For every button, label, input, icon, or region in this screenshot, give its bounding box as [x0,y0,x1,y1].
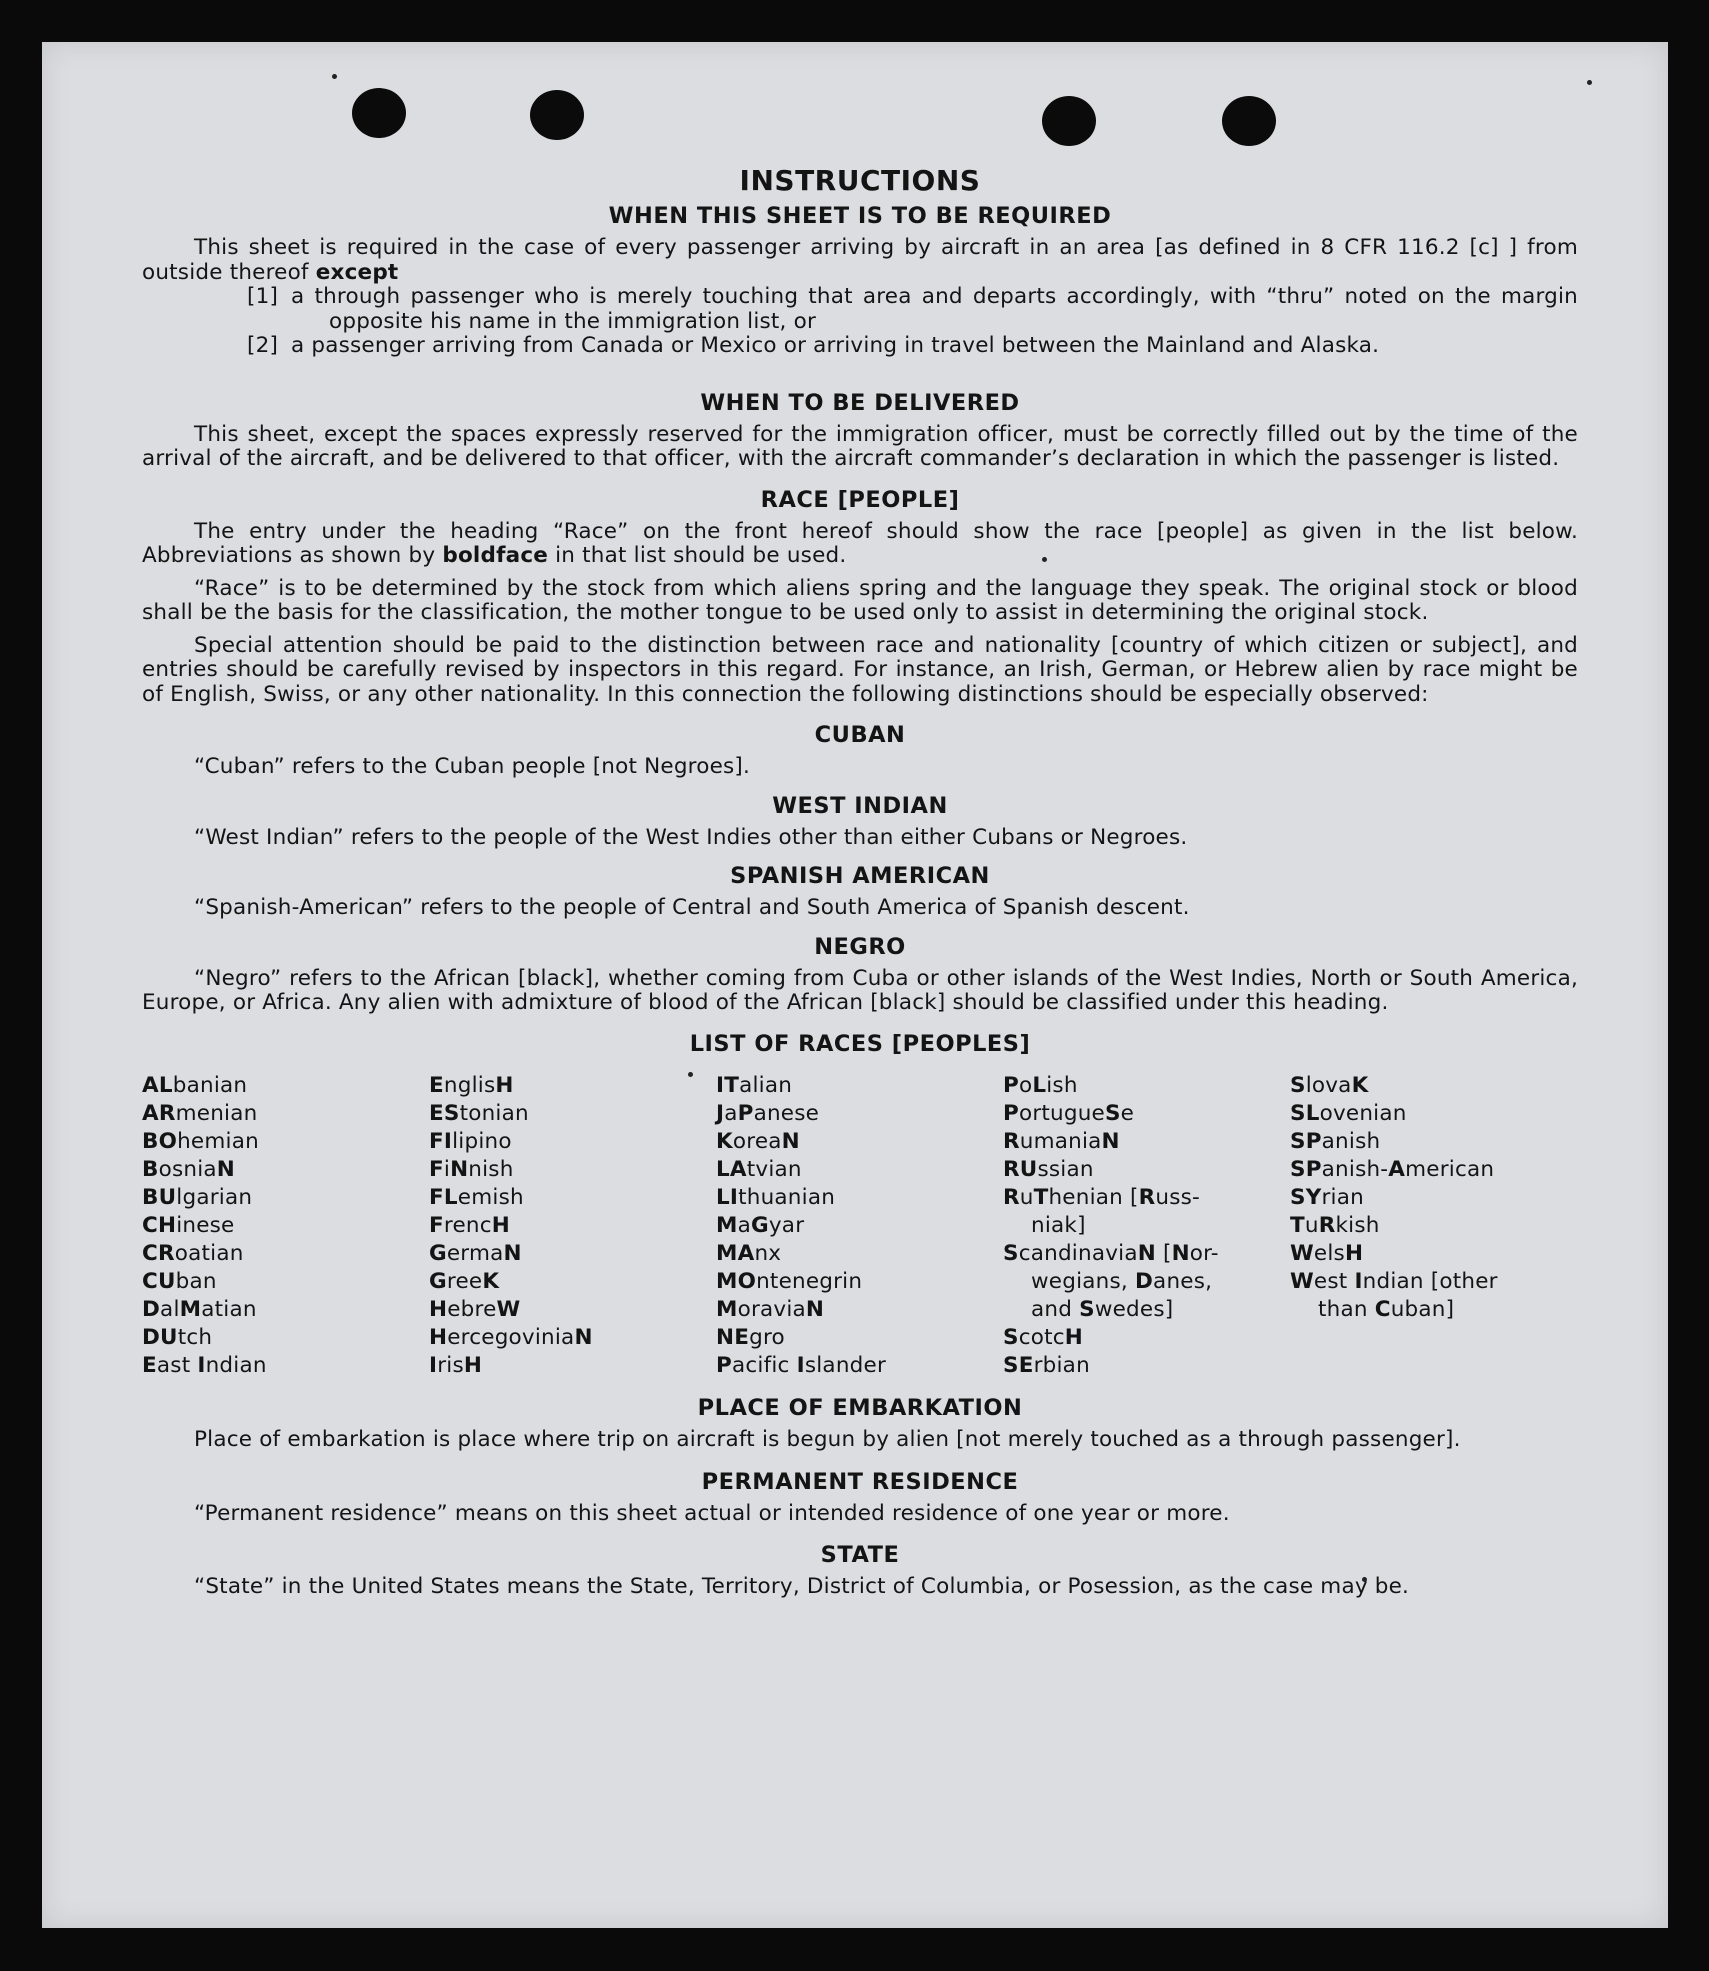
race-entry-continued: wegians, Danes, [1031,1268,1213,1294]
section-heading-spanish-american: SPANISH AMERICAN [730,863,990,889]
race-entry: SErbian [1003,1352,1090,1378]
race-paragraph: “Race” is to be determined by the stock from which aliens spring and the language they speak. The original stock or blood shall be the basis for the classification, the mother tongue to be used only to assist in determining the original stock. [142,575,1578,625]
races-column [142,1072,429,1380]
race-entry: SPanish-American [1290,1156,1495,1182]
race-entry: GermaN [429,1240,522,1266]
race-entry: HercegoviniaN [429,1324,593,1350]
race-entry: ITalian [716,1072,793,1098]
race-entry: FrencH [429,1212,510,1238]
section-heading-negro: NEGRO [814,933,906,960]
races-column [716,1072,1003,1380]
race-entry: FLemish [429,1184,524,1210]
section-heading-delivered: WHEN TO BE DELIVERED [700,389,1020,416]
race-entry: ARmenian [142,1100,258,1126]
race-entry: RumaniaN [1003,1128,1120,1154]
race-entry: LIthuanian [716,1184,836,1210]
required-item [142,285,1578,334]
section-heading-state: STATE [820,1541,900,1568]
delivered-text: This sheet, except the spaces expressly reserved for the immigration officer, must be correctly filled out by the time of the arrival of the aircraft, and be delivered to that officer, with the aircraft commander’s declaration in which the passenger is listed. [142,421,1578,471]
required-item [142,334,1578,359]
west-indian-text: “West Indian” refers to the people of the West Indies other than either Cubans or Negroes. [194,824,1188,850]
item-number: [1] [247,284,279,309]
required-intro: This sheet is required in the case of every passenger arriving by aircraft in an area [as defined in 8 CFR 116.2 [c] ] from outside thereof except [142,235,1578,285]
race-entry: ScandinaviaN [Nor- [1003,1240,1219,1266]
race-entry: DUtch [142,1324,213,1350]
race-entry: FIlipino [429,1128,512,1154]
race-entry: KoreaN [716,1128,800,1154]
race-entry: ALbanian [142,1072,248,1098]
race-entry: CUban [142,1268,217,1294]
except-word: except [315,259,399,285]
spanish-american-text: “Spanish-American” refers to the people of Central and South America of Spanish descent. [194,895,1190,920]
embarkation-text: Place of embarkation is place where trip on aircraft is begun by alien [not merely touched as a through passenger]. [194,1426,1461,1452]
race-entry: MOntenegrin [716,1268,863,1294]
race-entry: HebreW [429,1296,521,1322]
race-entry: EnglisH [429,1072,514,1098]
race-entry: GreeK [429,1268,500,1294]
item-number: [2] [247,333,279,358]
speck [332,74,337,79]
race-entry: BosniaN [142,1156,235,1182]
race-entry: MAnx [716,1240,782,1266]
race-entry: FiNnish [429,1156,514,1182]
race-entry: East Indian [142,1352,267,1378]
race-entry: Pacific Islander [716,1352,886,1378]
page-title: INSTRUCTIONS [739,164,981,197]
item-text: a passenger arriving from Canada or Mexico or arriving in travel between the Mainland and Alaska. [291,333,1380,358]
section-heading-embarkation: PLACE OF EMBARKATION [697,1394,1023,1421]
races-column [1290,1072,1577,1380]
race-entry: NEgro [716,1324,785,1350]
race-entry: LAtvian [716,1156,802,1182]
race-entry: SLovenian [1290,1100,1407,1126]
race-entry: ScotcH [1003,1324,1083,1350]
section-heading-west-indian: WEST INDIAN [772,792,948,819]
race-entry: WelsH [1290,1240,1364,1266]
negro-text: “Negro” refers to the African [black], whether coming from Cuba or other islands of the West Indies, North or South America, Europe, or Africa. Any alien with admixture of blood of the African [black] should be classified under this heading. [142,965,1578,1015]
race-entry: RuThenian [Russ- [1003,1184,1200,1210]
race-entry: TuRkish [1290,1212,1380,1238]
speck [1587,80,1592,85]
race-entry: CHinese [142,1212,235,1238]
races-column [429,1072,716,1380]
race-entry: SPanish [1290,1128,1381,1154]
race-entry: BUlgarian [142,1184,253,1210]
section-heading-permanent-residence: PERMANENT RESIDENCE [701,1469,1019,1495]
race-entry: CRoatian [142,1240,244,1266]
race-entry: RUssian [1003,1156,1094,1182]
race-entry: West Indian [other [1290,1268,1498,1294]
races-list [142,1072,1578,1380]
race-entry: PortugueSe [1003,1100,1135,1126]
race-entry: MoraviaN [716,1296,825,1322]
race-entry: PoLish [1003,1072,1078,1098]
race-paragraph: The entry under the heading “Race” on the front hereof should show the race [people] as given in the list below. Abbreviations as shown by boldface in that list should be used. [142,518,1578,568]
race-entry: IrisH [429,1352,483,1378]
section-heading-cuban: CUBAN [814,722,906,748]
race-entry: DalMatian [142,1296,257,1322]
race-entry-continued: niak] [1031,1212,1086,1238]
section-heading-list-of-races: LIST OF RACES [PEOPLES] [689,1030,1031,1057]
race-entry: SYrian [1290,1184,1364,1210]
races-column [1003,1072,1290,1380]
race-entry: JaPanese [716,1100,820,1126]
boldface-word: boldface [442,543,549,568]
cuban-text: “Cuban” refers to the Cuban people [not Negroes]. [194,754,751,779]
item-text: a through passenger who is merely touching that area and departs accordingly, with “thru” noted on the margin opposite his name in the immigration list, or [291,284,1578,334]
race-entry: EStonian [429,1100,529,1126]
race-entry: SlovaK [1290,1072,1369,1098]
race-entry-continued: and Swedes] [1031,1296,1174,1322]
section-heading-required: WHEN THIS SHEET IS TO BE REQUIRED [608,203,1112,229]
race-entry: BOhemian [142,1128,259,1154]
permanent-residence-text: “Permanent residence” means on this sheet actual or intended residence of one year or more. [194,1501,1230,1526]
state-text: “State” in the United States means the State, Territory, District of Columbia, or Posession, as the case may be. [194,1573,1410,1599]
race-paragraph: Special attention should be paid to the distinction between race and nationality [country of which citizen or subject], and entries should be carefully revised by inspectors in this regard. For instance, an Irish, German, or Hebrew alien by race might be of English, Swiss, or any other nationality. In this connection the following distinctions should be especially observed: [142,632,1578,707]
instructions-content [142,124,1578,1599]
race-entry: MaGyar [716,1212,805,1238]
section-heading-race: RACE [PEOPLE] [760,486,960,513]
race-entry-continued: than Cuban] [1318,1296,1455,1322]
